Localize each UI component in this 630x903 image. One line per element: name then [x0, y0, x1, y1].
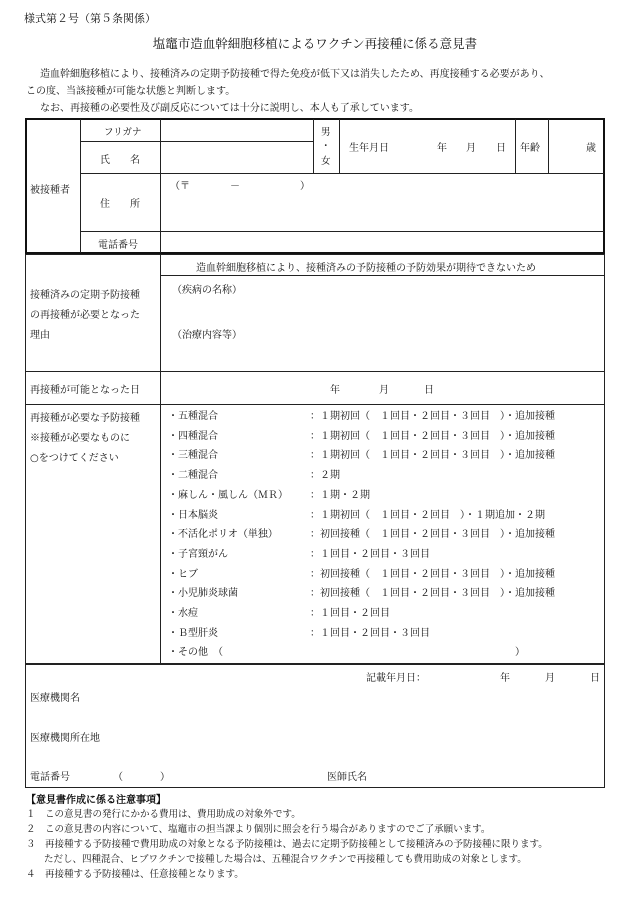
vaccines-label-3: ○をつけてください: [30, 453, 119, 464]
vaccine-name[interactable]: ・五種混合: [168, 411, 218, 422]
treatment-label: （治療内容等）: [172, 330, 242, 341]
treatment-field[interactable]: [161, 342, 604, 370]
intro-line-1: 造血幹細胞移植により、接種済みの定期予防接種で得た免疫が低下又は消失したため、再度接種する必要があり、: [40, 69, 550, 80]
page-title: 塩竈市造血幹細胞移植によるワクチン再接種に係る意見書: [152, 36, 478, 51]
vaccine-name[interactable]: ・小児肺炎球菌: [168, 588, 238, 600]
vaccine-name[interactable]: ・ヒブ: [168, 568, 198, 580]
sex-female[interactable]: 女: [321, 156, 331, 167]
form-number: 様式第２号（第５条関係）: [24, 12, 156, 25]
institution-name-field[interactable]: [100, 684, 590, 706]
disease-name-field[interactable]: [161, 296, 604, 320]
vaccine-doses[interactable]: ：２期: [310, 470, 340, 482]
birth-month-unit: 月: [466, 143, 476, 154]
vaccine-doses[interactable]: ：１回目・２回目: [310, 608, 390, 619]
record-date-day: 日: [590, 673, 600, 684]
vaccine-name[interactable]: ・Ｂ型肝炎: [168, 627, 218, 639]
reason-label-3: 理由: [30, 330, 50, 341]
name-label: 氏 名: [100, 155, 140, 166]
vaccine-doses[interactable]: ：１期初回（ １回目・２回目・３回目 ）・追加接種: [310, 411, 555, 422]
sex-separator: ・: [321, 141, 331, 152]
possible-date-year: 年: [330, 385, 340, 396]
vaccine-doses[interactable]: ：１期初回（ １回目・２回目 ）・１期追加・２期: [310, 509, 545, 521]
record-date-year: 年: [500, 673, 510, 684]
vaccine-doses[interactable]: ：１期初回（ １回目・２回目・３回目 ）・追加接種: [310, 430, 555, 442]
reason-statement: 造血幹細胞移植により、接種済みの予防接種の予防効果が期待できないため: [196, 263, 536, 274]
reason-label-1: 接種済みの定期予防接種: [30, 290, 140, 301]
patient-section-label: 被接種者: [30, 185, 70, 196]
possible-date-month: 月: [379, 385, 389, 396]
possible-date-day: 日: [424, 385, 434, 396]
doctor-name-field[interactable]: [380, 764, 600, 784]
vaccine-name[interactable]: ・麻しん・風しん（ＭＲ）: [168, 489, 288, 501]
vaccine-doses[interactable]: ：初回接種（ １回目・２回目・３回目 ）・追加接種: [310, 529, 555, 541]
postal-code-field[interactable]: （〒 － ）: [170, 181, 310, 192]
birth-day-unit: 日: [496, 143, 506, 154]
age-label: 年齢: [520, 143, 540, 154]
vaccine-doses[interactable]: ：１期初回（ １回目・２回目・３回目 ）・追加接種: [310, 450, 555, 462]
vaccines-label-1: 再接種が必要な予防接種: [30, 413, 140, 424]
vaccines-label-2: ※接種が必要なものに: [30, 433, 130, 444]
sex-male[interactable]: 男: [321, 127, 331, 138]
vaccine-doses[interactable]: ：初回接種（ １回目・２回目・３回目 ）・追加接種: [310, 568, 555, 580]
vaccine-name[interactable]: ・水痘: [168, 608, 198, 619]
vaccine-name[interactable]: ・その他 （: [168, 647, 223, 659]
intro-line-2: この度、当該接種が可能な状態と判断します。: [26, 86, 236, 97]
vaccine-doses[interactable]: ：１期・２期: [310, 489, 370, 501]
doctor-name-label: 医師氏名: [327, 772, 367, 783]
institution-phone-field[interactable]: [80, 764, 280, 784]
phone-label: 電話番号: [98, 240, 138, 251]
vaccine-doses[interactable]: ：１回目・２回目・３回目: [310, 627, 430, 639]
intro-line-3: なお、再接種の必要性及び副反応については十分に説明し、本人も了承しています。: [40, 103, 419, 114]
note-1: １ この意見書の発行にかかる費用は、費用助成の対象外です。: [26, 809, 301, 820]
vaccine-name[interactable]: ・二種混合: [168, 470, 218, 482]
furigana-label: フリガナ: [104, 127, 142, 138]
vaccine-name[interactable]: ・日本脳炎: [168, 509, 218, 521]
institution-name-label: 医療機関名: [30, 693, 80, 704]
institution-address-label: 医療機関所在地: [30, 733, 100, 744]
birth-year-unit: 年: [437, 143, 447, 154]
institution-phone-label: 電話番号: [30, 772, 70, 783]
institution-address-field[interactable]: [120, 724, 590, 746]
furigana-field[interactable]: [161, 120, 312, 140]
possible-date-label: 再接種が可能となった日: [30, 385, 140, 396]
vaccine-name[interactable]: ・不活化ポリオ（単独）: [168, 529, 278, 541]
vaccine-name[interactable]: ・三種混合: [168, 450, 218, 462]
note-4: ４ 再接種する予防接種は、任意接種となります。: [26, 869, 244, 880]
vaccine-doses[interactable]: ：初回接種（ １回目・２回目・３回目 ）・追加接種: [310, 588, 555, 600]
phone-field[interactable]: [161, 232, 604, 252]
institution-phone-paren-open: （: [113, 772, 123, 783]
reason-label-2: の再接種が必要となった: [30, 310, 140, 321]
note-2: ２ この意見書の内容について、塩竈市の担当課より個別に照会を行う場合がありますのでご了承願います。: [26, 824, 491, 835]
note-3b: ただし、四種混合、ヒブワクチンで接種した場合は、五種混合ワクチンで再接種しても費用助成の対象とします。: [44, 854, 527, 865]
record-date-label: 記載年月日：: [366, 673, 426, 684]
vaccine-doses[interactable]: ：１回目・２回目・３回目: [310, 548, 430, 560]
name-field[interactable]: [161, 142, 312, 172]
record-date-month: 月: [545, 673, 555, 684]
note-3a: ３ 再接種する予防接種で費用助成の対象となる予防接種は、過去に定期予防接種として接種済みの予防接種に限ります。: [26, 839, 548, 850]
vaccine-name[interactable]: ・子宮頸がん: [168, 548, 228, 560]
institution-phone-paren-close: ）: [160, 772, 170, 783]
age-unit: 歳: [586, 143, 596, 154]
birth-date-label: 生年月日: [349, 143, 389, 154]
vaccine-name[interactable]: ・四種混合: [168, 430, 218, 442]
notes-heading: 【意見書作成に係る注意事項】: [26, 795, 166, 806]
address-label: 住 所: [100, 199, 140, 210]
disease-name-label: （疾病の名称）: [172, 285, 242, 296]
vaccine-doses[interactable]: ）: [515, 647, 525, 659]
